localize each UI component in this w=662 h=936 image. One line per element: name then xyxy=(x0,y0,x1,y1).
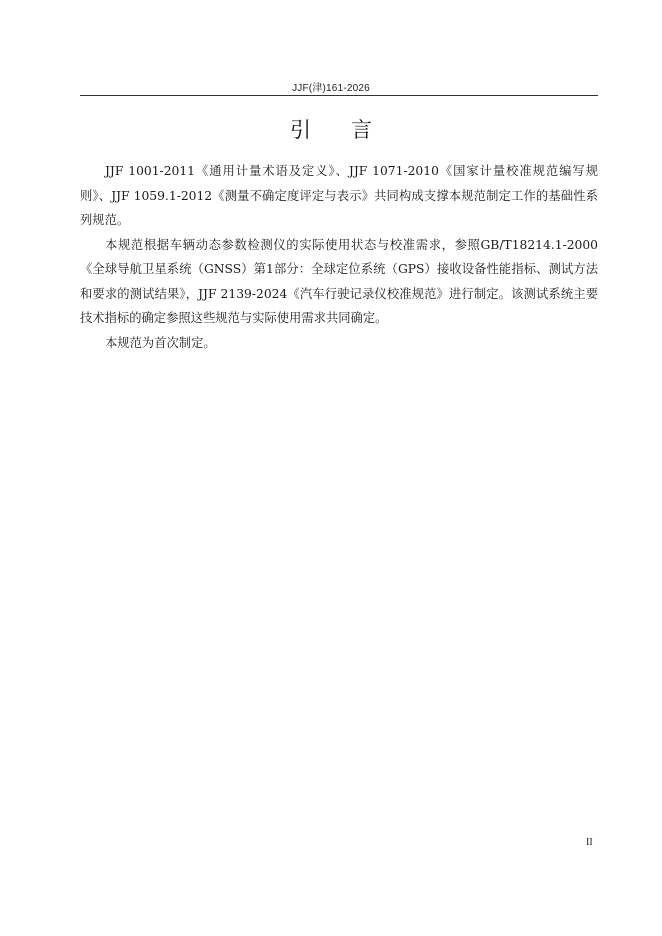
header-divider xyxy=(80,95,598,96)
header-standard-code: JJF(津)161-2026 xyxy=(292,83,370,94)
paragraph-1: JJF 1001-2011《通用计量术语及定义》、JJF 1071-2010《国家计量校准规范编写规则》、JJF 1059.1-2012《测量不确定度评定与表示》共同构成支撑本规范制定工作的基础性系列规范。 xyxy=(80,164,598,227)
page-number: II xyxy=(586,837,593,848)
paragraph-3: 本规范为首次制定。 xyxy=(105,335,216,350)
page-title: 引言 xyxy=(290,118,412,142)
paragraph-2: 本规范根据车辆动态参数检测仪的实际使用状态与校准需求，参照GB/T18214.1-2000 《全球导航卫星系统（GNSS）第1部分：全球定位系统（GPS）接收设备性能指标、测试方法和要求的测试结果》，JJF 2139-2024《汽车行驶记录仪校准规范》进行制定。该测试系统主要技术指标的确定参照这些规范与实际使用需求共同确定。 xyxy=(80,237,598,325)
body-text xyxy=(80,159,598,355)
